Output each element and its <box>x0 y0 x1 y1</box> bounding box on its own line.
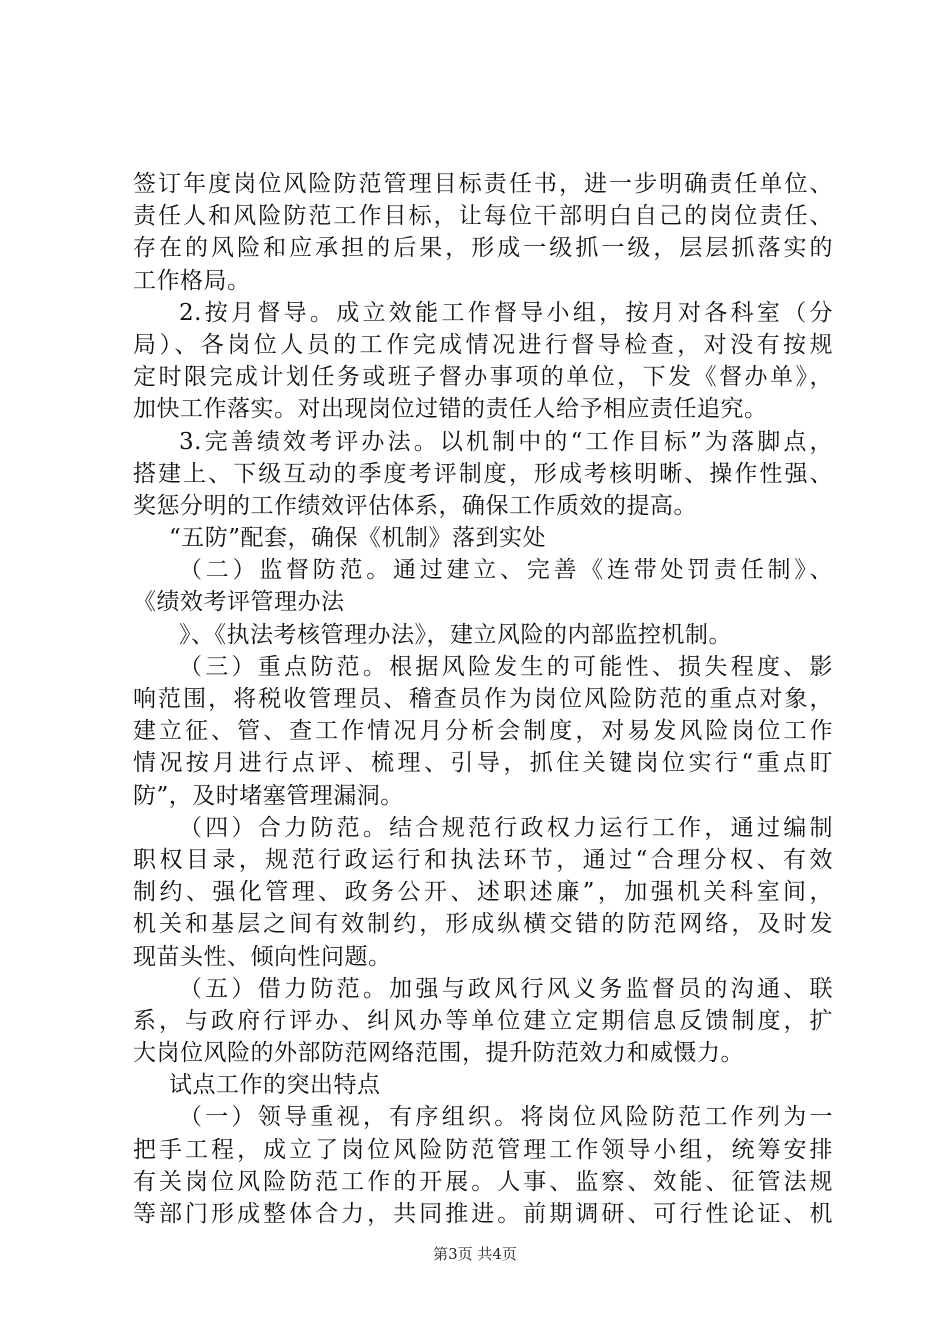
document-body <box>133 168 833 1230</box>
text-line: “五防”配套，确保《机制》落到实处 <box>169 525 547 552</box>
text-line: 责任人和风险防范工作目标，让每位干部明白自己的岗位责任、 <box>133 203 833 230</box>
text-line: 职权目录，规范行政运行和执法环节，通过“合理分权、有效 <box>133 846 833 873</box>
text-line: 存在的风险和应承担的后果，形成一级抓一级，层层抓落实的 <box>133 235 833 262</box>
text-line: 等部门形成整体合力，共同推进。前期调研、可行性论证、机 <box>133 1201 833 1227</box>
text-line: 制约、强化管理、政务公开、述职述廉”，加强机关科室间， <box>133 879 833 906</box>
text-line: 现苗头性、倾向性问题。 <box>133 943 392 970</box>
text-line: （五）借力防范。加强与政风行风义务监督员的沟通、联 <box>179 975 833 1002</box>
text-line: （二）监督防范。通过建立、完善《连带处罚责任制》、 <box>179 557 833 584</box>
text-line: 建立征、管、查工作情况月分析会制度，对易发风险岗位工作 <box>133 718 833 745</box>
text-line: 3.完善绩效考评办法。以机制中的“工作目标”为落脚点， <box>179 428 833 455</box>
text-line: 《绩效考评管理办法 <box>133 589 345 616</box>
page-footer: 第3页 共4页 <box>433 1245 517 1263</box>
text-line: 试点工作的突出特点 <box>169 1072 381 1099</box>
text-line: 大岗位风险的外部防范网络范围，提升防范效力和威慑力。 <box>133 1040 744 1067</box>
text-line: 把手工程，成立了岗位风险防范管理工作领导小组，统筹安排 <box>133 1136 833 1163</box>
text-line: 有关岗位风险防范工作的开展。人事、监察、效能、征管法规 <box>133 1168 833 1195</box>
text-line: 系，与政府行评办、纠风办等单位建立定期信息反馈制度，扩 <box>133 1007 833 1034</box>
text-line: 搭建上、下级互动的季度考评制度，形成考核明晰、操作性强、 <box>133 460 833 487</box>
text-line: 签订年度岗位风险防范管理目标责任书，进一步明确责任单位、 <box>133 171 833 197</box>
text-line: 》、《执法考核管理办法》，建立风险的内部监控机制。 <box>179 621 732 648</box>
text-line: （四）合力防范。结合规范行政权力运行工作，通过编制 <box>179 814 833 841</box>
text-line: 奖惩分明的工作绩效评估体系，确保工作质效的提高。 <box>133 492 697 519</box>
text-line: （一）领导重视，有序组织。将岗位风险防范工作列为一 <box>179 1104 833 1131</box>
text-line: 工作格局。 <box>133 267 251 294</box>
text-line: 加快工作落实。对出现岗位过错的责任人给予相应责任追究。 <box>133 396 768 423</box>
text-line: 情况按月进行点评、梳理、引导，抓住关键岗位实行“重点盯 <box>133 750 833 777</box>
text-line: （三）重点防范。根据风险发生的可能性、损失程度、影 <box>179 653 833 680</box>
text-line: 定时限完成计划任务或班子督办事项的单位，下发《督办单》， <box>133 364 833 391</box>
text-line: 2.按月督导。成立效能工作督导小组，按月对各科室（分 <box>179 299 833 326</box>
text-line: 机关和基层之间有效制约，形成纵横交错的防范网络，及时发 <box>133 911 833 938</box>
text-line: 防”，及时堵塞管理漏洞。 <box>133 782 404 809</box>
text-line: 局）、各岗位人员的工作完成情况进行督导检查，对没有按规 <box>133 331 833 358</box>
text-line: 响范围，将税收管理员、稽查员作为岗位风险防范的重点对象， <box>133 686 833 712</box>
